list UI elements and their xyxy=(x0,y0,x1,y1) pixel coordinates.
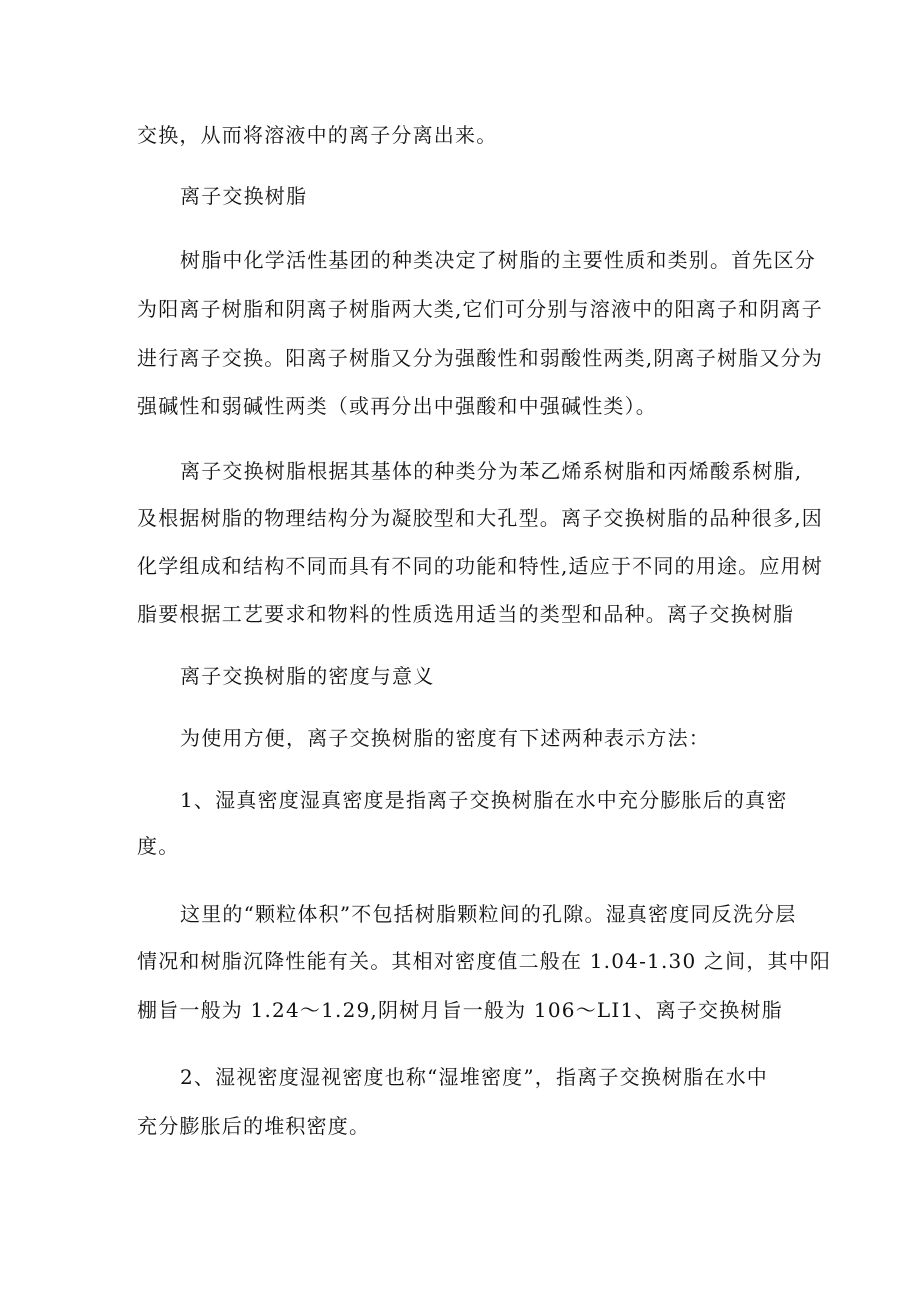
paragraph-line: 为阳离子树脂和阴离子树脂两大类,它们可分别与溶液中的阳离子和阴离子 xyxy=(137,297,823,321)
list-item-line: 2、湿视密度湿视密度也称“湿堆密度”，指离子交换树脂在水中 xyxy=(180,1065,768,1089)
paragraph-line: 这里的“颗粒体积”不包括树脂颗粒间的孔隙。湿真密度同反洗分层 xyxy=(180,902,797,926)
paragraph-line: 为使用方便，离子交换树脂的密度有下述两种表示方法： xyxy=(180,726,710,750)
section-heading-density-meaning: 离子交换树脂的密度与意义 xyxy=(180,664,435,688)
paragraph-line: 离子交换树脂根据其基体的种类分为苯乙烯系树脂和丙烯酸系树脂, xyxy=(180,459,803,483)
paragraph-line: 树脂中化学活性基团的种类决定了树脂的主要性质和类别。首先区分 xyxy=(180,248,816,272)
list-item-line: 1、湿真密度湿真密度是指离子交换树脂在水中充分膨胀后的真密 xyxy=(180,788,788,812)
paragraph-line: 强碱性和弱碱性两类（或再分出中强酸和中强碱性类）。 xyxy=(137,394,657,418)
paragraph-line: 脂要根据工艺要求和物料的性质选用适当的类型和品种。离子交换树脂 xyxy=(137,602,795,626)
paragraph-line: 及根据树脂的物理结构分为凝胶型和大孔型。离子交换树脂的品种很多,因 xyxy=(137,506,823,530)
list-item-line: 度。 xyxy=(137,834,180,858)
paragraph-line: 棚旨一般为 1.24～1.29,阴树月旨一般为 106～LI1、离子交换树脂 xyxy=(137,998,783,1022)
paragraph-line: 化学组成和结构不同而具有不同的功能和特性,适应于不同的用途。应用树 xyxy=(137,554,823,578)
paragraph-line: 进行离子交换。阳离子树脂又分为强酸性和弱酸性两类,阴离子树脂又分为 xyxy=(137,346,823,370)
list-item-line: 充分膨胀后的堆积密度。 xyxy=(137,1114,371,1138)
paragraph-line: 情况和树脂沉降性能有关。其相对密度值二般在 1.04-1.30 之间，其中阳 xyxy=(137,949,832,973)
section-heading-ion-exchange-resin: 离子交换树脂 xyxy=(180,184,308,208)
paragraph-continuation-line: 交换，从而将溶液中的离子分离出来。 xyxy=(137,123,498,147)
